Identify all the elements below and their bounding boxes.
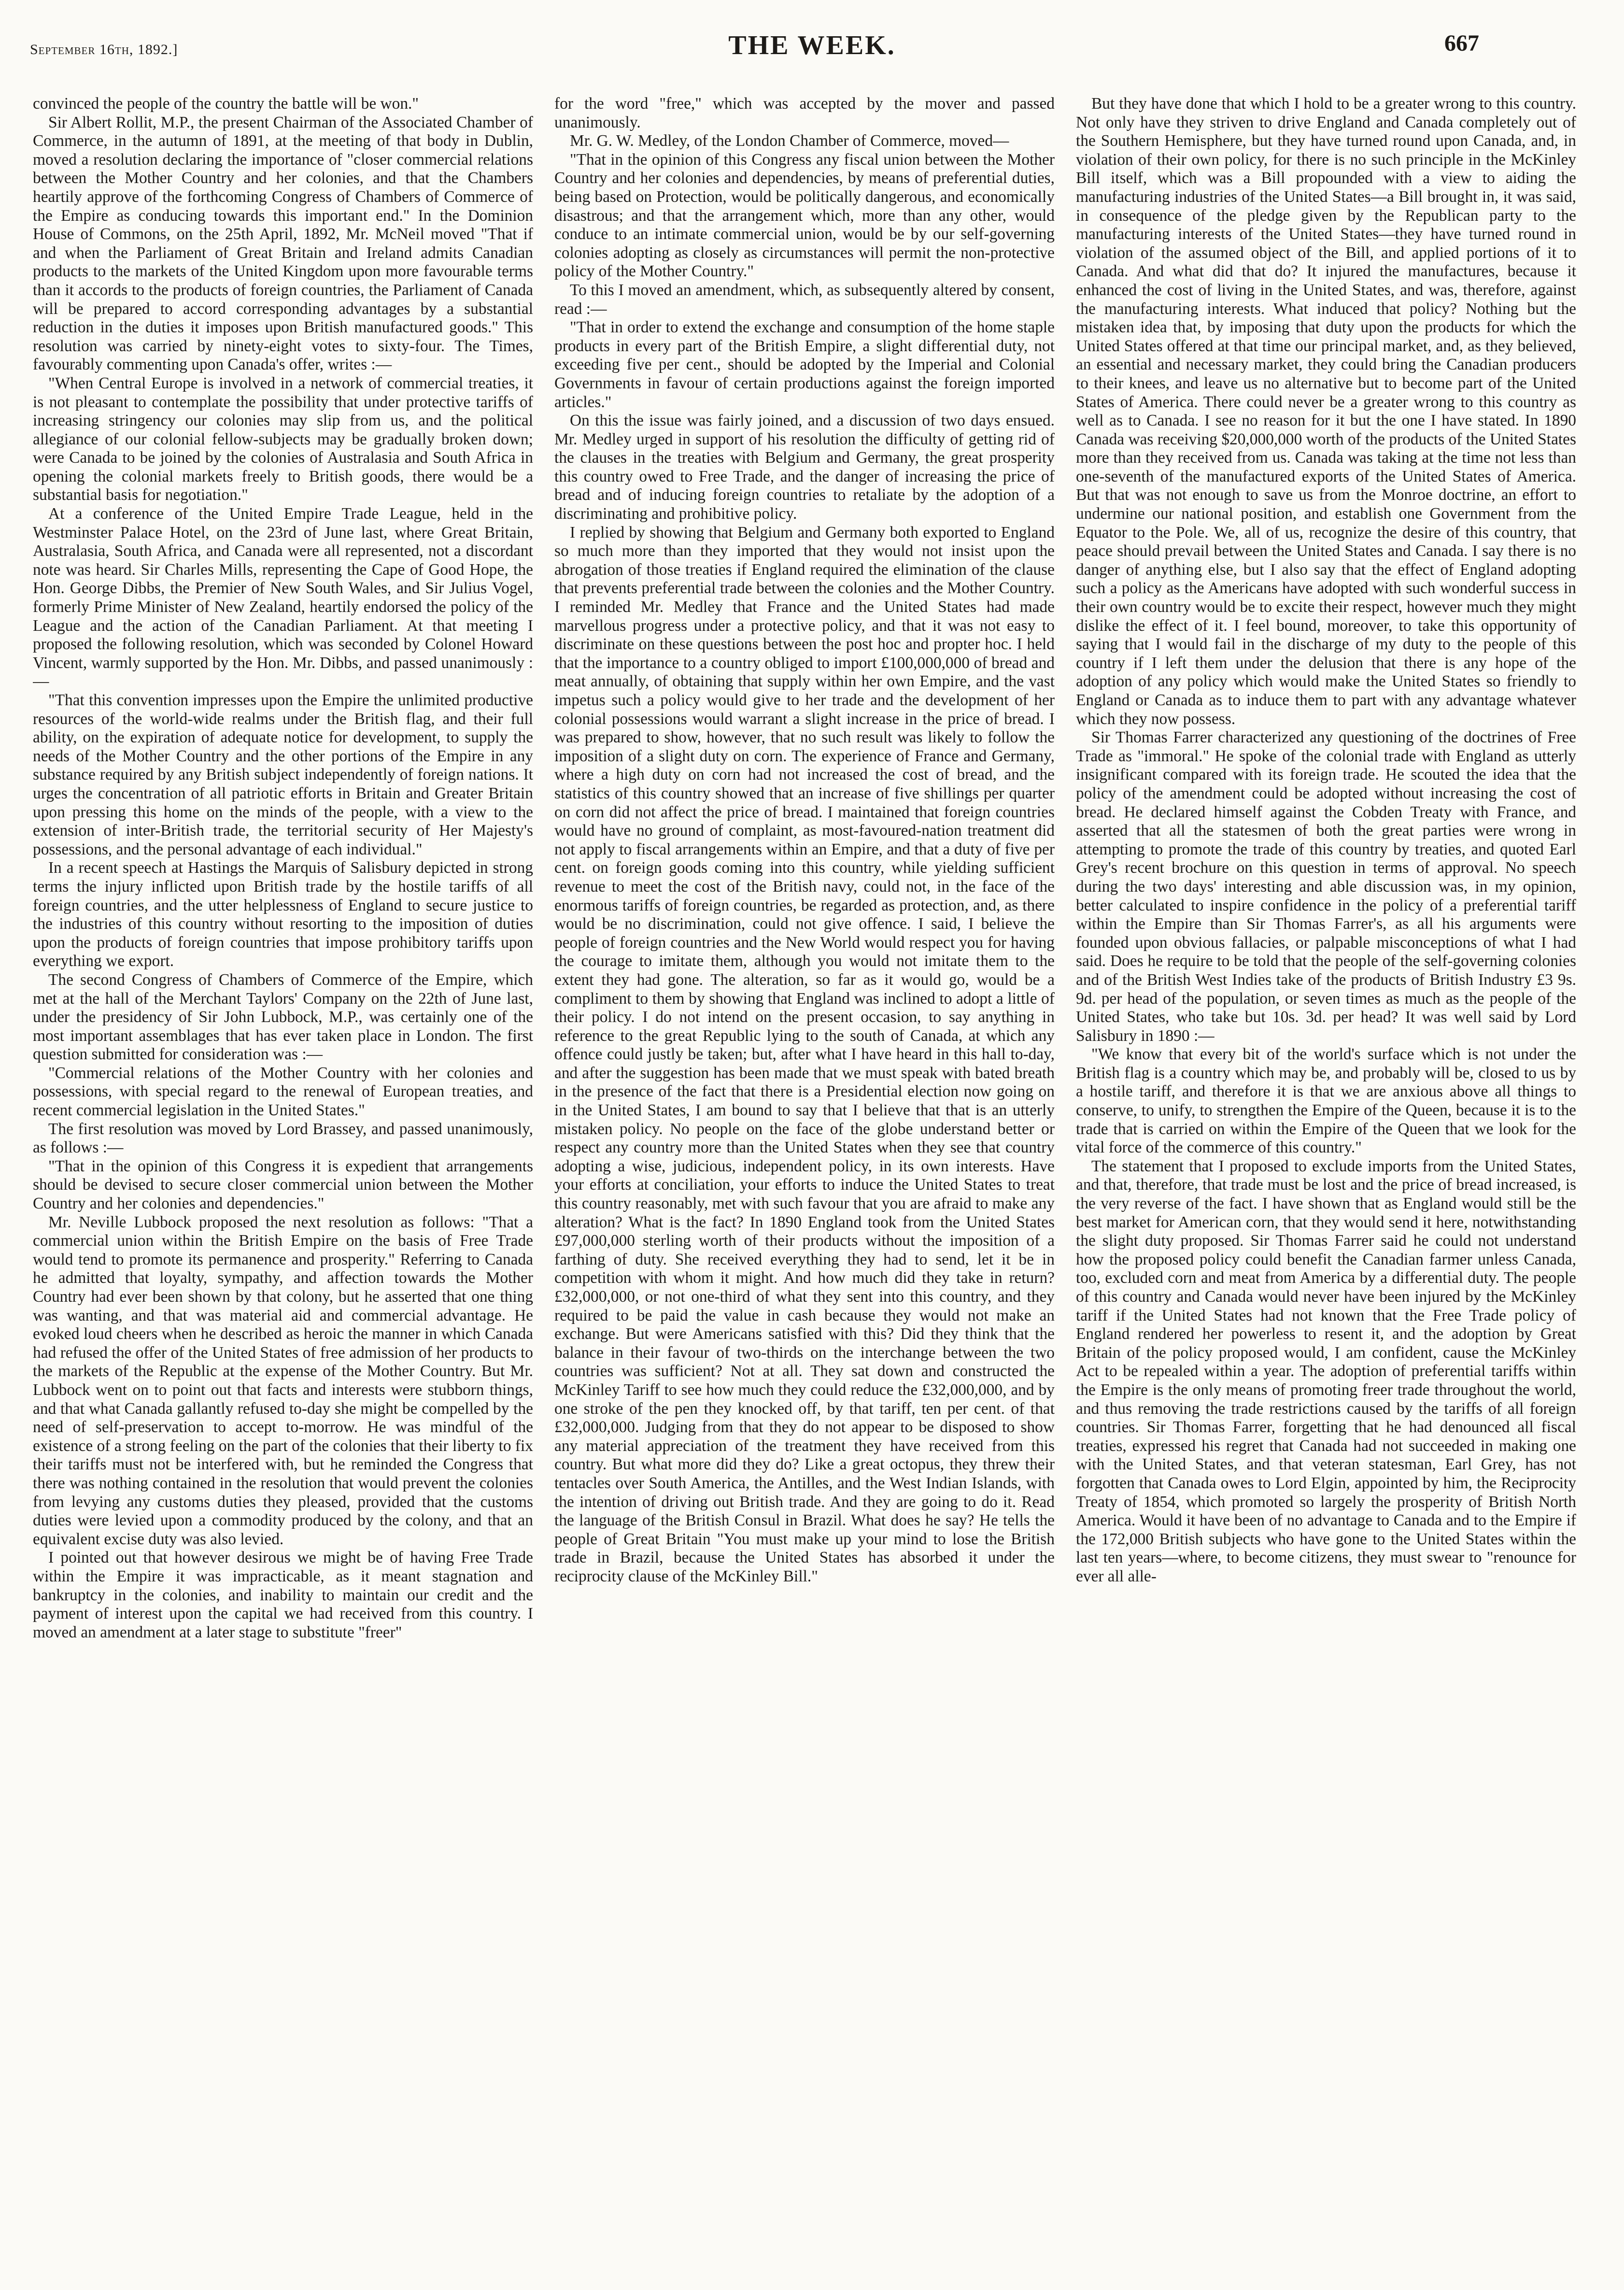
paragraph: In a recent speech at Hastings the Marquis of Salisbury depicted in strong terms the injury inflicted upon British trade by the hostile tariffs of all foreign countries, and the utter helplessness of England to secure justice to the industries of this country without resorting to the imposition of duties upon the products of foreign countries that impose prohibitory tariffs upon everything we export.	[33, 859, 533, 970]
quotation: "That this convention impresses upon the Empire the unlimited productive resources of the world-wide realms under the British flag, and their full ability, on the expiration of adequate notice for development, to supply the needs of the Mother Country and the other portions of the Empire in any substance required by any British subject independently of foreign nations. It urges the concentration of all patriotic efforts in Britain and Greater Britain upon pressing this home on the minds of the people, with a view to the extension of inter-British trade, the territorial security of Her Majesty's possessions, and the personal advantage of each individual."	[33, 691, 533, 858]
paragraph: The first resolution was moved by Lord Brassey, and passed unanimously, as follows :—	[33, 1120, 533, 1157]
quotation: "Commercial relations of the Mother Country with her colonies and possessions, with special regard to the renewal of European treaties, and recent commercial legislation in the United States."	[33, 1064, 533, 1120]
quotation: "That in order to extend the exchange and consumption of the home staple products in every part of the British Empire, a slight differential duty, not exceeding five per cent., should be adopted by the Imperial and Colonial Governments in favour of certain productions against the foreign imported articles."	[554, 318, 1055, 411]
paragraph: On this the issue was fairly joined, and a discussion of two days ensued. Mr. Medley urged in support of his resolution the difficulty of getting rid of the clauses in the treaties with Belgium and Germany, the great prosperity this country owed to Free Trade, and the danger of increasing the price of bread and of inducing foreign countries to retaliate by the adoption of a discriminating and prohibitive policy.	[554, 412, 1055, 523]
column-2	[554, 95, 1055, 2239]
issue-date: September 16th, 1892.]	[30, 42, 178, 57]
quotation: "That in the opinion of this Congress it is expedient that arrangements should be devised to secure closer commercial union between the Mother Country and her colonies and dependencies."	[33, 1157, 533, 1213]
paragraph: The statement that I proposed to exclude imports from the United States, and that, therefore, that trade must be lost and the price of bread increased, is the very reverse of the fact. I have shown that as England would still be the best market for American corn, that they would send it here, notwithstanding the slight duty proposed. Sir Thomas Farrer said he could not understand how the proposed policy could benefit the Canadian farmer unless Canada, too, excluded corn and meat from America by a differential duty. The people of this country and Canada would never have been injured by the McKinley tariff if the United States had not known that the Free Trade policy of England rendered her powerless to resent it, and the adoption by Great Britain of the policy proposed would, I am confident, cause the McKinley Act to be repealed within a year. The adoption of preferential tariffs within the Empire is the only means of promoting freer trade throughout the world, and thus removing the trade restrictions caused by the tariffs of all foreign countries. Sir Thomas Farrer, forgetting that he had denounced all fiscal treaties, expressed his regret that Canada had not succeeded in making one with the United States, and that veteran statesman, Earl Grey, has not forgotten that Canada owes to Lord Elgin, appointed by him, the Reciprocity Treaty of 1854, which promoted so largely the prosperity of British North America. Would it have been of no advantage to Canada and to the Empire if the 172,000 British subjects who have gone to the United States within the last ten years—where, to become citizens, they must swear to "renounce for ever all alle-	[1076, 1157, 1576, 1585]
column-1	[33, 95, 533, 2239]
column-3	[1076, 95, 1576, 2239]
quotation: "That in the opinion of this Congress any fiscal union between the Mother Country and her colonies and dependencies, by means of preferential duties, being based on Protection, would be politically dangerous, and economically disastrous; and that the arrangement which, more than any other, would conduce to an intimate commercial union, would be by our self-governing colonies adopting as closely as circumstances will permit the non-protective policy of the Mother Country."	[554, 150, 1055, 281]
quotation: "When Central Europe is involved in a network of commercial treaties, it is not pleasant to contemplate the possibility that under protective tariffs of increasing stringency our colonies may slip from us, and the political allegiance of our colonial fellow-subjects may be gradually broken down; were Canada to be joined by the colonies of Australasia and South Africa in opening the colonial markets freely to British goods, there would be a substantial basis for negotiation."	[33, 374, 533, 504]
paragraph: The second Congress of Chambers of Commerce of the Empire, which met at the hall of the Merchant Taylors' Company on the 22th of June last, under the presidency of Sir John Lubbock, M.P., was certainly one of the most important assemblages that has ever taken place in London. The first question submitted for consideration was :—	[33, 970, 533, 1064]
paragraph: To this I moved an amendment, which, as subsequently altered by consent, read :—	[554, 281, 1055, 318]
paragraph: I pointed out that however desirous we might be of having Free Trade within the Empire it was impracticable, as it meant stagnation and bankruptcy in the colonies, and inability to maintain our credit and the payment of interest upon the capital we had received from this country. I moved an amendment at a later stage to substitute "freer"	[33, 1549, 533, 1641]
paragraph: Mr. Neville Lubbock proposed the next resolution as follows: "That a commercial union within the British Empire on the basis of Free Trade would tend to promote its permanence and prosperity." Referring to Canada he admitted that loyalty, sympathy, and affection towards the Mother Country had ever been shown by that colony, but he asserted that one thing was wanting, and that was material aid and commercial advantage. He evoked loud cheers when he described as heroic the manner in which Canada had refused the offer of the United States of free admission of her products to the markets of the Republic at the expense of the Mother Country. But Mr. Lubbock went on to point out that facts and interests were stubborn things, and that what Canada gallantly refused to-day she might be compelled by the need of self-preservation to accept to-morrow. He was mindful of the existence of a strong feeling on the part of the colonies that their liberty to fix their tariffs must not be interfered with, but he reminded the Congress that there was nothing contained in the resolution that would prevent the colonies from levying any customs duties they pleased, provided that the customs duties were levied upon a commodity produced by the colony, and that an equivalent excise duty was also levied.	[33, 1213, 533, 1548]
paragraph: At a conference of the United Empire Trade League, held in the Westminster Palace Hotel, on the 23rd of June last, where Great Britain, Australasia, South Africa, and Canada were all represented, not a discordant note was heard. Sir Charles Mills, representing the Cape of Good Hope, the Hon. George Dibbs, the Premier of New South Wales, and Sir Julius Vogel, formerly Prime Minister of New Zealand, heartily endorsed the policy of the League and the action of the Canadian Parliament. At that meeting I proposed the following resolution, which was seconded by Colonel Howard Vincent, warmly supported by the Hon. Mr. Dibbs, and passed unanimously :—	[33, 505, 533, 691]
paragraph: Sir Thomas Farrer characterized any questioning of the doctrines of Free Trade as "immoral." He spoke of the colonial trade with England as utterly insignificant compared with its foreign trade. He scouted the idea that the policy of the amendment could be adopted without increasing the cost of bread. He declared himself against the Cobden Treaty with France, and asserted that all the statesmen of both the great parties were wrong in attempting to promote the trade of this country by treaties, and quoted Earl Grey's recent brochure on this question in terms of approval. No speech during the two days' interesting and able discussion was, in my opinion, better calculated to inspire confidence in the policy of a preferential tariff within the Empire than Sir Thomas Farrer's, as all his arguments were founded upon obvious fallacies, or palpable misconceptions of what I had said. Does he require to be told that the people of the self-governing colonies and of the British West Indies take of the products of British Industry £3 9s. 9d. per head of the population, or seven times as much as the people of the United States, who take but 10s. 3d. per head? It was well said by Lord Salisbury in 1890 :—	[1076, 728, 1576, 1045]
page-number: 667	[1444, 30, 1479, 56]
paragraph: I replied by showing that Belgium and Germany both exported to England so much more than they imported that they would not insist upon the abrogation of those treaties if England required the elimination of the clause that prevents preferential trade between the colonies and the Mother Country. I reminded Mr. Medley that France and the United States had made marvellous progress under a protective policy, and that it was not easy to discriminate on these questions between the post hoc and propter hoc. I held that the importance to a country obliged to import £100,000,000 of bread and meat annually, of obtaining that supply within her own Empire, and the vast impetus such a policy would give to her trade and the development of her colonial possessions would warrant a slight increase in the price of bread. I was prepared to show, however, that no such result was likely to follow the imposition of a slight duty on corn. The experience of France and Germany, where a high duty on corn had not increased the cost of bread, and the statistics of this country showed that an increase of five shillings per quarter on corn did not affect the price of bread. I maintained that foreign countries would have no ground of complaint, as most-favoured-nation treatment did not apply to fiscal arrangements within an Empire, and that a duty of five per cent. on foreign goods coming into this country, while yielding sufficient revenue to meet the cost of the British navy, could not, in the face of the enormous tariffs of foreign countries, be regarded as protection, and, as there would be no discrimination, could not give offence. I said, I believe the people of foreign countries and the New World would respect you for having the courage to imitate them, although you would not imitate them to the extent they had gone. The alteration, so far as it would go, would be a compliment to them by showing that England was inclined to adopt a little of their policy. I do not intend on the present occasion, to say anything in reference to the great Republic lying to the south of Canada, at which any offence could justly be taken; but, after what I have heard in this hall to-day, and after the suggestion has been made that we must speak with bated breath in the presence of the fact that there is a Presidential election now going on in the United States, I am bound to say that I believe that that is an utterly mistaken policy. No people on the face of the globe understand better or respect any country more than the United States when they see that country adopting a wise, judicious, independent policy, in its own interests. Have your efforts at conciliation, your efforts to induce the United States to treat this country reasonably, met with such favour that you are afraid to make any alteration? What is the fact? In 1890 England took from the United States £97,000,000 sterling worth of their products without the imposition of a farthing of duty. She received everything they had to send, let it be in competition with whom it might. And how much did they take in return? £32,000,000, or not one-third of what they sent into this country, and they required to be paid the value in cash because they would not make an exchange. But were Americans satisfied with this? Did they think that the balance in their favour of two-thirds on the interchange between the two countries was sufficient? Not at all. They sat down and constructed the McKinley Tariff to see how much they could reduce the £32,000,000, and by one stroke of the pen they knocked off, by that tariff, ten per cent. of that £32,000,000. Judging from that they do not appear to be disposed to show any material appreciation of the treatment they have received from this country. But what more did they do? Like a great octopus, they threw their tentacles over South America, the Antilles, and the West Indian Islands, with the intention of driving out British trade. And they are going to do it. Read the language of the British Consul in Brazil. What does he say? He tells the people of Great Britain "You must make up your mind to lose the British trade in Brazil, because the United States has absorbed it under the reciprocity clause of the McKinley Bill."	[554, 523, 1055, 1585]
paragraph: for the word "free," which was accepted by the mover and passed unanimously.	[554, 95, 1055, 131]
paragraph: Mr. G. W. Medley, of the London Chamber of Commerce, moved—	[570, 132, 1009, 150]
paragraph: convinced the people of the country the battle will be won."	[33, 95, 419, 113]
paragraph: But they have done that which I hold to be a greater wrong to this country. Not only have they striven to drive England and Canada completely out of the Southern Hemisphere, but they have turned round upon Canada, and, in violation of their own policy, for there is no such principle in the McKinley Bill itself, which was a Bill propounded with a view to aiding the manufacturing industries of the United States—a Bill brought in, it was said, in consequence of the pledge given by the Republican party to the manufacturing interests of the United States—they have turned round in violation of the assumed object of the Bill, and applied portions of it to Canada. And what did that do? It injured the manufactures, because it enhanced the cost of living in the United States, and was, therefore, against the manufacturing interests. What induced that policy? Nothing but the mistaken idea that, by imposing that duty upon the products for which the United States offered at that time our principal market, and, as they believed, an essential and necessary market, they could bring the Canadian producers to their knees, and leave us no alternative but to become part of the United States of America. There could never be a greater wrong to this country as well as to Canada. I see no reason for it but the one I have stated. In 1890 Canada was receiving $20,000,000 worth of the products of the United States more than they received from us. Canada was taking at the time not less than one-seventh of the manufactured exports of the United States of America. But that was not enough to save us from the Monroe doctrine, an effort to undermine our national position, and establish one Government from the Equator to the Pole. We, all of us, recognize the desire of this country, that peace should prevail between the United States and Canada. I say there is no danger of anything else, but I also say that the effect of England adopting such a policy as the Americans have adopted with such wonderful success in their own country would be to excite their respect, however much they might dislike the effect of it. I feel bound, moreover, to take this opportunity of saying that I would fail in the discharge of my duty to the people of this country if I left them under the delusion that there is any hope of the adoption of any policy which would make the United States so friendly to England or Canada as to induce them to part with any advantage whatever which they now possess.	[1076, 95, 1576, 728]
masthead-title: THE WEEK.	[728, 30, 896, 60]
paragraph: Sir Albert Rollit, M.P., the present Chairman of the Associated Chamber of Commerce, in the autumn of 1891, at the meeting of that body in Dublin, moved a resolution declaring the importance of "closer commercial relations between the Mother Country and her colonies, and that the Chambers heartily approve of the forthcoming Congress of Chambers of Commerce of the Empire as conducing towards this important end." In the Dominion House of Commons, on the 25th April, 1892, Mr. McNeil moved "That if and when the Parliament of Great Britain and Ireland admits Canadian products to the markets of the United Kingdom upon more favourable terms than it accords to the products of foreign countries, the Parliament of Canada will be prepared to accord corresponding advantages by a substantial reduction in the duties it imposes upon British manufactured goods." This resolution was carried by ninety-eight votes to sixty-four. The Times, favourably commenting upon Canada's offer, writes :—	[33, 113, 533, 374]
quotation: "We know that every bit of the world's surface which is not under the British flag is a country which may be, and probably will be, closed to us by a hostile tariff, and therefore it is that we are anxious above all things to conserve, to unify, to strengthen the Empire of the Queen, because it is to the trade that is carried on within the Empire of the Queen that we look for the vital force of the commerce of this country."	[1076, 1045, 1576, 1157]
